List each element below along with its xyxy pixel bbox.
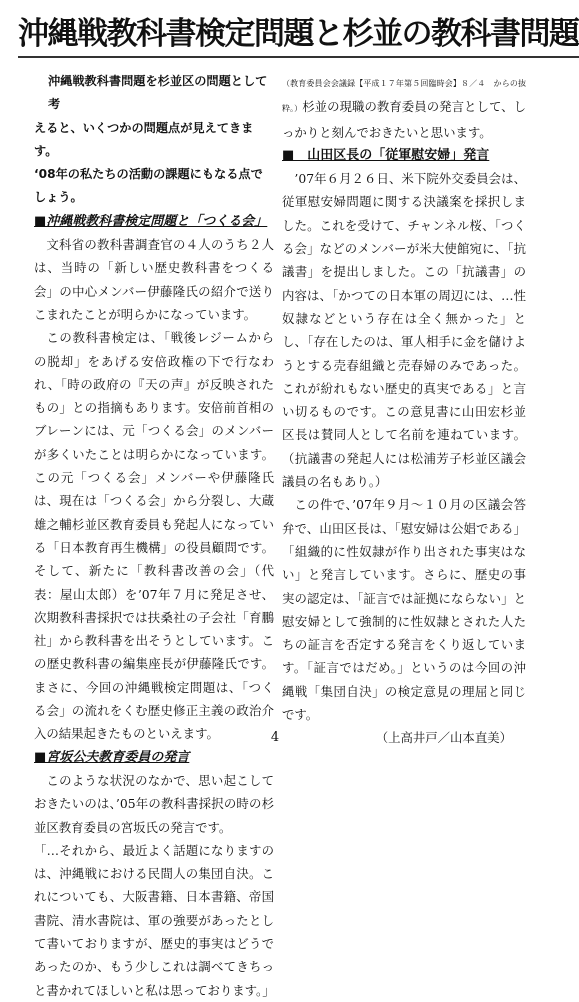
intro-line-2: えると、いくつかの問題点が見えてきます。 xyxy=(34,120,254,158)
quote-note: （教育委員会会議録【平成１７年第５回臨時会】８／４ からの抜粋。） xyxy=(282,79,526,114)
signature: （上高井戸／山本直美） xyxy=(375,730,512,746)
right-column xyxy=(282,70,526,750)
section-heading-tsukurukai: ■沖縄戦教科書検定問題と「つくる会」 xyxy=(34,213,268,229)
left-column xyxy=(34,70,275,998)
quote-paragraph: 「…それから、最近よく話題になりますのは、沖縄戦における民間人の集団自決。これについても、大阪書籍、日本書籍、帝国書院、清水書院は、軍の強要があったとして書いておりますが、歴史的事実はどうであったのか、もう少しこれは調べてきちっと書かれてほしいと私は思っております。」 xyxy=(34,842,275,998)
page-number: 4 xyxy=(270,730,280,745)
paragraph: ’07年６月２６日、米下院外交委員会は、従軍慰安婦問題に関する決議案を採択しました。これを受けて、チャンネル桜、「つくる会」などのメンバーが米大使館宛に、「抗議書」を提出しました。この「抗議書」の内容は、「かつての日本軍の周辺には、…性奴隷などという存在は全く無かった」とし、「存在したのは、軍人相手に金を儲けようとする売春組織と売春婦のみであった。これが紛れもない歴史的真実である」と言い切るものです。この意見書に山田宏杉並区長は賛同人として名前を連ねています。（抗議書の発起人には松浦芳子杉並区議会議員の名もあり。） xyxy=(282,171,526,490)
intro-paragraph xyxy=(34,70,274,210)
intro-line-3: ‘08年の私たちの活動の課題にもなる点でしょう。 xyxy=(34,167,263,205)
paragraph: この教科書検定は、「戦後レジームからの脱却」をあげる安倍政権の下で行なわれ、「時の政府の『天の声』が反映されたもの」との指摘もあります。安倍前首相のブレーンには、元「つくる会」のメンバーが多くいたことは明らかになっています。この元「つくる会」メンバーや伊藤隆氏は、現在は「つくる会」から分裂し、大蔵雄之輔杉並区教育委員も発起人になっている「日本教育再生機構」の役員顧問です。そして、新たに「教科書改善の会」（代表：屋山太郎）を’07年７月に発足させ、次期教科書採択では扶桑社の子会社「育鵬社」から教科書を出そうとしています。この歴史教科書の編集座長が伊藤隆氏です。まさに、今回の沖縄戦検定問題は、「つくる会」の流れをくむ歴史修正主義の政治介入の結果起きたものといえます。 xyxy=(34,330,274,742)
paragraph: この件で、’07年９月～１０月の区議会答弁で、山田区長は、「慰安婦は公娼である」「組織的に性奴隷が作り出された事実はない」と発言しています。さらに、歴史の事実の認定は、「証言では証拠にならない」と慰安婦として強制的に性奴隷とされた人たちの証言を否定する発言をくり返しています。「証言ではだめ。」というのは今回の沖縄戦「集団自決」の検定意見の理屈と同じです。 xyxy=(282,497,526,723)
paragraph: このような状況のなかで、思い起こしておきたいのは、’05年の教科書採択の時の杉並区教育委員の宮坂氏の発言です。 xyxy=(34,772,274,835)
paragraph: 文科省の教科書調査官の４人のうち２人は、当時の「新しい歴史教科書をつくる会」の中心メンバー伊藤隆氏の紹介で送りこまれたことが明らかになっています。 xyxy=(34,237,274,322)
quote-continuation xyxy=(282,70,526,144)
section-heading-miyasaka: ■宮坂公夫教育委員の発言 xyxy=(34,749,190,765)
page-title-text: 沖縄戦教科書検定問題と杉並の教科書問題 xyxy=(18,12,579,58)
intro-line-1: 沖縄戦教科書問題を杉並区の問題として考 xyxy=(48,74,268,112)
quote-tail: 杉並の現職の教育委員の発言として、しっかりと刻んでおきたいと思います。 xyxy=(282,99,526,140)
section-heading-yamada: ■ 山田区長の「従軍慰安婦」発言 xyxy=(282,147,490,163)
page-title xyxy=(18,8,579,60)
